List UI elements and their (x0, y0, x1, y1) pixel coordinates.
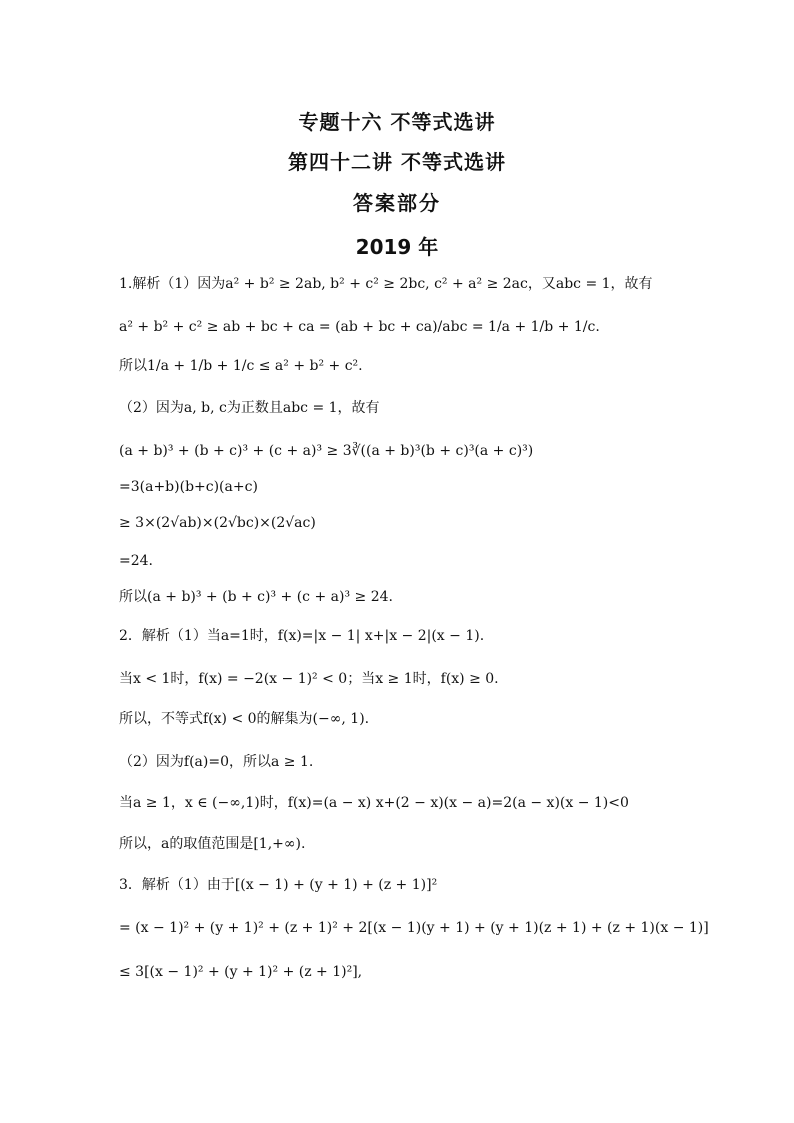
solution-line-10: 2．解析（1）当a=1时，f(x)=|x − 1| x+|x − 2|(x − 1). (119, 628, 485, 644)
solution-line-17: = (x − 1)² + (y + 1)² + (z + 1)² + 2[(x − 1)(y + 1) + (y + 1)(z + 1) + (z + 1)(x − 1)] (119, 920, 709, 936)
year-heading: 2019 年 (355, 235, 439, 259)
solution-line-11: 当x < 1时，f(x) = −2(x − 1)² < 0；当x ≥ 1时，f(x) ≥ 0. (119, 671, 499, 687)
answer-section-title: 答案部分 (353, 191, 441, 215)
solution-line-18: ≤ 3[(x − 1)² + (y + 1)² + (z + 1)²], (119, 964, 363, 980)
solution-line-15: 所以，a的取值范围是[1,+∞). (119, 836, 306, 852)
solution-line-16: 3．解析（1）由于[(x − 1) + (y + 1) + (z + 1)]² (119, 877, 438, 893)
solution-line-8: =24. (119, 553, 153, 569)
solution-line-12: 所以，不等式f(x) < 0的解集为(−∞, 1). (119, 711, 370, 727)
solution-line-5: (a + b)³ + (b + c)³ + (c + a)³ ≥ 3∛((a + b)³(b + c)³(a + c)³) (119, 443, 534, 459)
lecture-title: 第四十二讲 不等式选讲 (288, 150, 506, 174)
solution-line-4: （2）因为a, b, c为正数且abc = 1，故有 (119, 400, 380, 416)
topic-title: 专题十六 不等式选讲 (298, 110, 496, 134)
solution-line-1: 1.解析（1）因为a² + b² ≥ 2ab, b² + c² ≥ 2bc, c² + a² ≥ 2ac，又abc = 1，故有 (119, 276, 653, 292)
solution-line-3: 所以1/a + 1/b + 1/c ≤ a² + b² + c². (119, 358, 363, 374)
solution-line-9: 所以(a + b)³ + (b + c)³ + (c + a)³ ≥ 24. (119, 589, 393, 605)
solution-line-2: a² + b² + c² ≥ ab + bc + ca = (ab + bc + ca)/abc = 1/a + 1/b + 1/c. (119, 319, 600, 335)
solution-line-7: ≥ 3×(2√ab)×(2√bc)×(2√ac) (119, 515, 316, 531)
solution-line-13: （2）因为f(a)=0，所以a ≥ 1. (119, 754, 314, 770)
solution-line-6: =3(a+b)(b+c)(a+c) (119, 479, 258, 495)
solution-line-14: 当a ≥ 1，x ∈ (−∞,1)时，f(x)=(a − x) x+(2 − x)(x − a)=2(a − x)(x − 1)<0 (119, 795, 629, 811)
